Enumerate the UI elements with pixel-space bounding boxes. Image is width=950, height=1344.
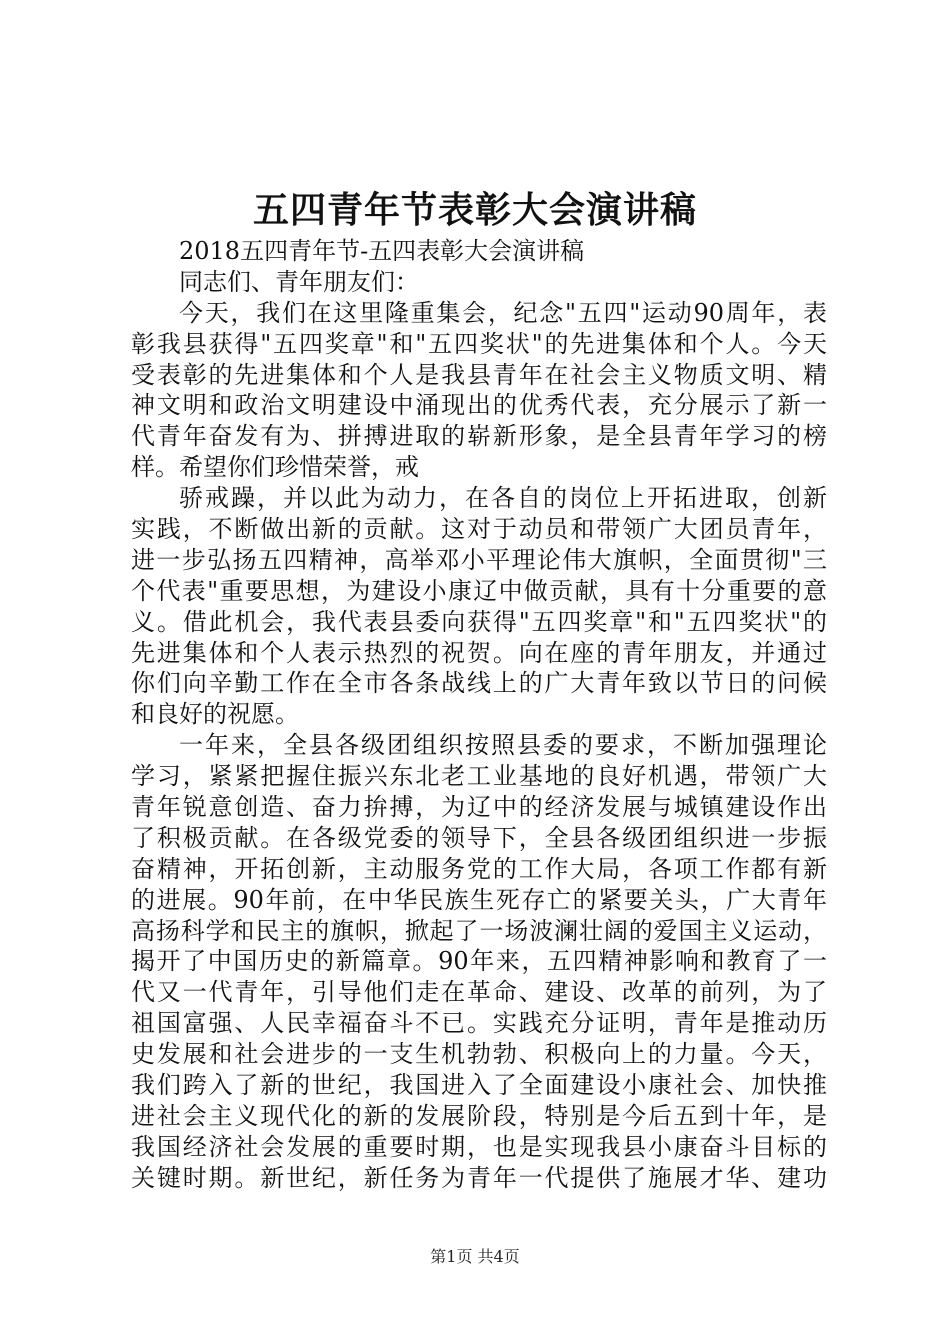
body-line: 了积极贡献。在各级党委的领导下，全县各级团组织进一步振 bbox=[131, 823, 827, 852]
body-line: 我们跨入了新的世纪，我国进入了全面建设小康社会、加快推 bbox=[131, 1071, 827, 1100]
body-line: 奋精神，开拓创新，主动服务党的工作大局，各项工作都有新 bbox=[131, 854, 827, 883]
body-line: 样。希望你们珍惜荣誉，戒 bbox=[131, 453, 419, 482]
body-line: 史发展和社会进步的一支生机勃勃、积极向上的力量。今天， bbox=[131, 1040, 827, 1069]
body-line: 高扬科学和民主的旗帜，掀起了一场波澜壮阔的爱国主义运动， bbox=[131, 916, 827, 945]
body-line: 受表彰的先进集体和个人是我县青年在社会主义物质文明、精 bbox=[131, 360, 827, 389]
document-title: 五四青年节表彰大会演讲稿 bbox=[252, 189, 697, 231]
body-line: 义。借此机会，我代表县委向获得"五四奖章"和"五四奖状"的 bbox=[131, 607, 827, 636]
body-line: 和良好的祝愿。 bbox=[131, 700, 299, 729]
body-line: 我国经济社会发展的重要时期，也是实现我县小康奋斗目标的 bbox=[131, 1132, 827, 1161]
body-line: 关键时期。新世纪，新任务为青年一代提供了施展才华、建功 bbox=[131, 1163, 827, 1192]
body-line: 揭开了中国历史的新篇章。90年来，五四精神影响和教育了一 bbox=[131, 947, 827, 976]
body-line: 彰我县获得"五四奖章"和"五四奖状"的先进集体和个人。今天 bbox=[131, 329, 827, 358]
body-line: 你们向辛勤工作在全市各条战线上的广大青年致以节日的问候 bbox=[131, 669, 827, 698]
body-line: 同志们、青年朋友们： bbox=[179, 267, 419, 296]
body-line: 神文明和政治文明建设中涌现出的优秀代表，充分展示了新一 bbox=[131, 391, 827, 420]
body-line: 进一步弘扬五四精神，高举邓小平理论伟大旗帜，全面贯彻"三 bbox=[131, 545, 827, 574]
body-line: 一年来，全县各级团组织按照县委的要求，不断加强理论 bbox=[179, 731, 827, 760]
body-line: 个代表"重要思想，为建设小康辽中做贡献，具有十分重要的意 bbox=[131, 576, 827, 605]
body-line: 实践，不断做出新的贡献。这对于动员和带领广大团员青年， bbox=[131, 515, 827, 544]
body-line: 今天，我们在这里隆重集会，纪念"五四"运动90周年，表 bbox=[179, 298, 827, 327]
body-line: 代青年奋发有为、拼搏进取的崭新形象，是全县青年学习的榜 bbox=[131, 422, 827, 451]
body-line: 代又一代青年，引导他们走在革命、建设、改革的前列，为了 bbox=[131, 978, 827, 1007]
body-line: 的进展。90年前，在中华民族生死存亡的紧要关头，广大青年 bbox=[131, 885, 827, 914]
body-line: 青年锐意创造、奋力拚搏，为辽中的经济发展与城镇建设作出 bbox=[131, 793, 827, 822]
body-line: 骄戒躁，并以此为动力，在各自的岗位上开拓进取，创新 bbox=[179, 484, 827, 513]
body-line: 进社会主义现代化的新的发展阶段，特别是今后五到十年，是 bbox=[131, 1101, 827, 1130]
body-line: 祖国富强、人民幸福奋斗不已。实践充分证明，青年是推动历 bbox=[131, 1009, 827, 1038]
page-footer: 第1页 共4页 bbox=[430, 1247, 520, 1266]
body-line: 2018五四青年节-五四表彰大会演讲稿 bbox=[179, 237, 585, 265]
body-line: 先进集体和个人表示热烈的祝贺。向在座的青年朋友，并通过 bbox=[131, 638, 827, 667]
document-body bbox=[131, 236, 827, 1194]
body-line: 学习，紧紧把握住振兴东北老工业基地的良好机遇，带领广大 bbox=[131, 762, 827, 791]
